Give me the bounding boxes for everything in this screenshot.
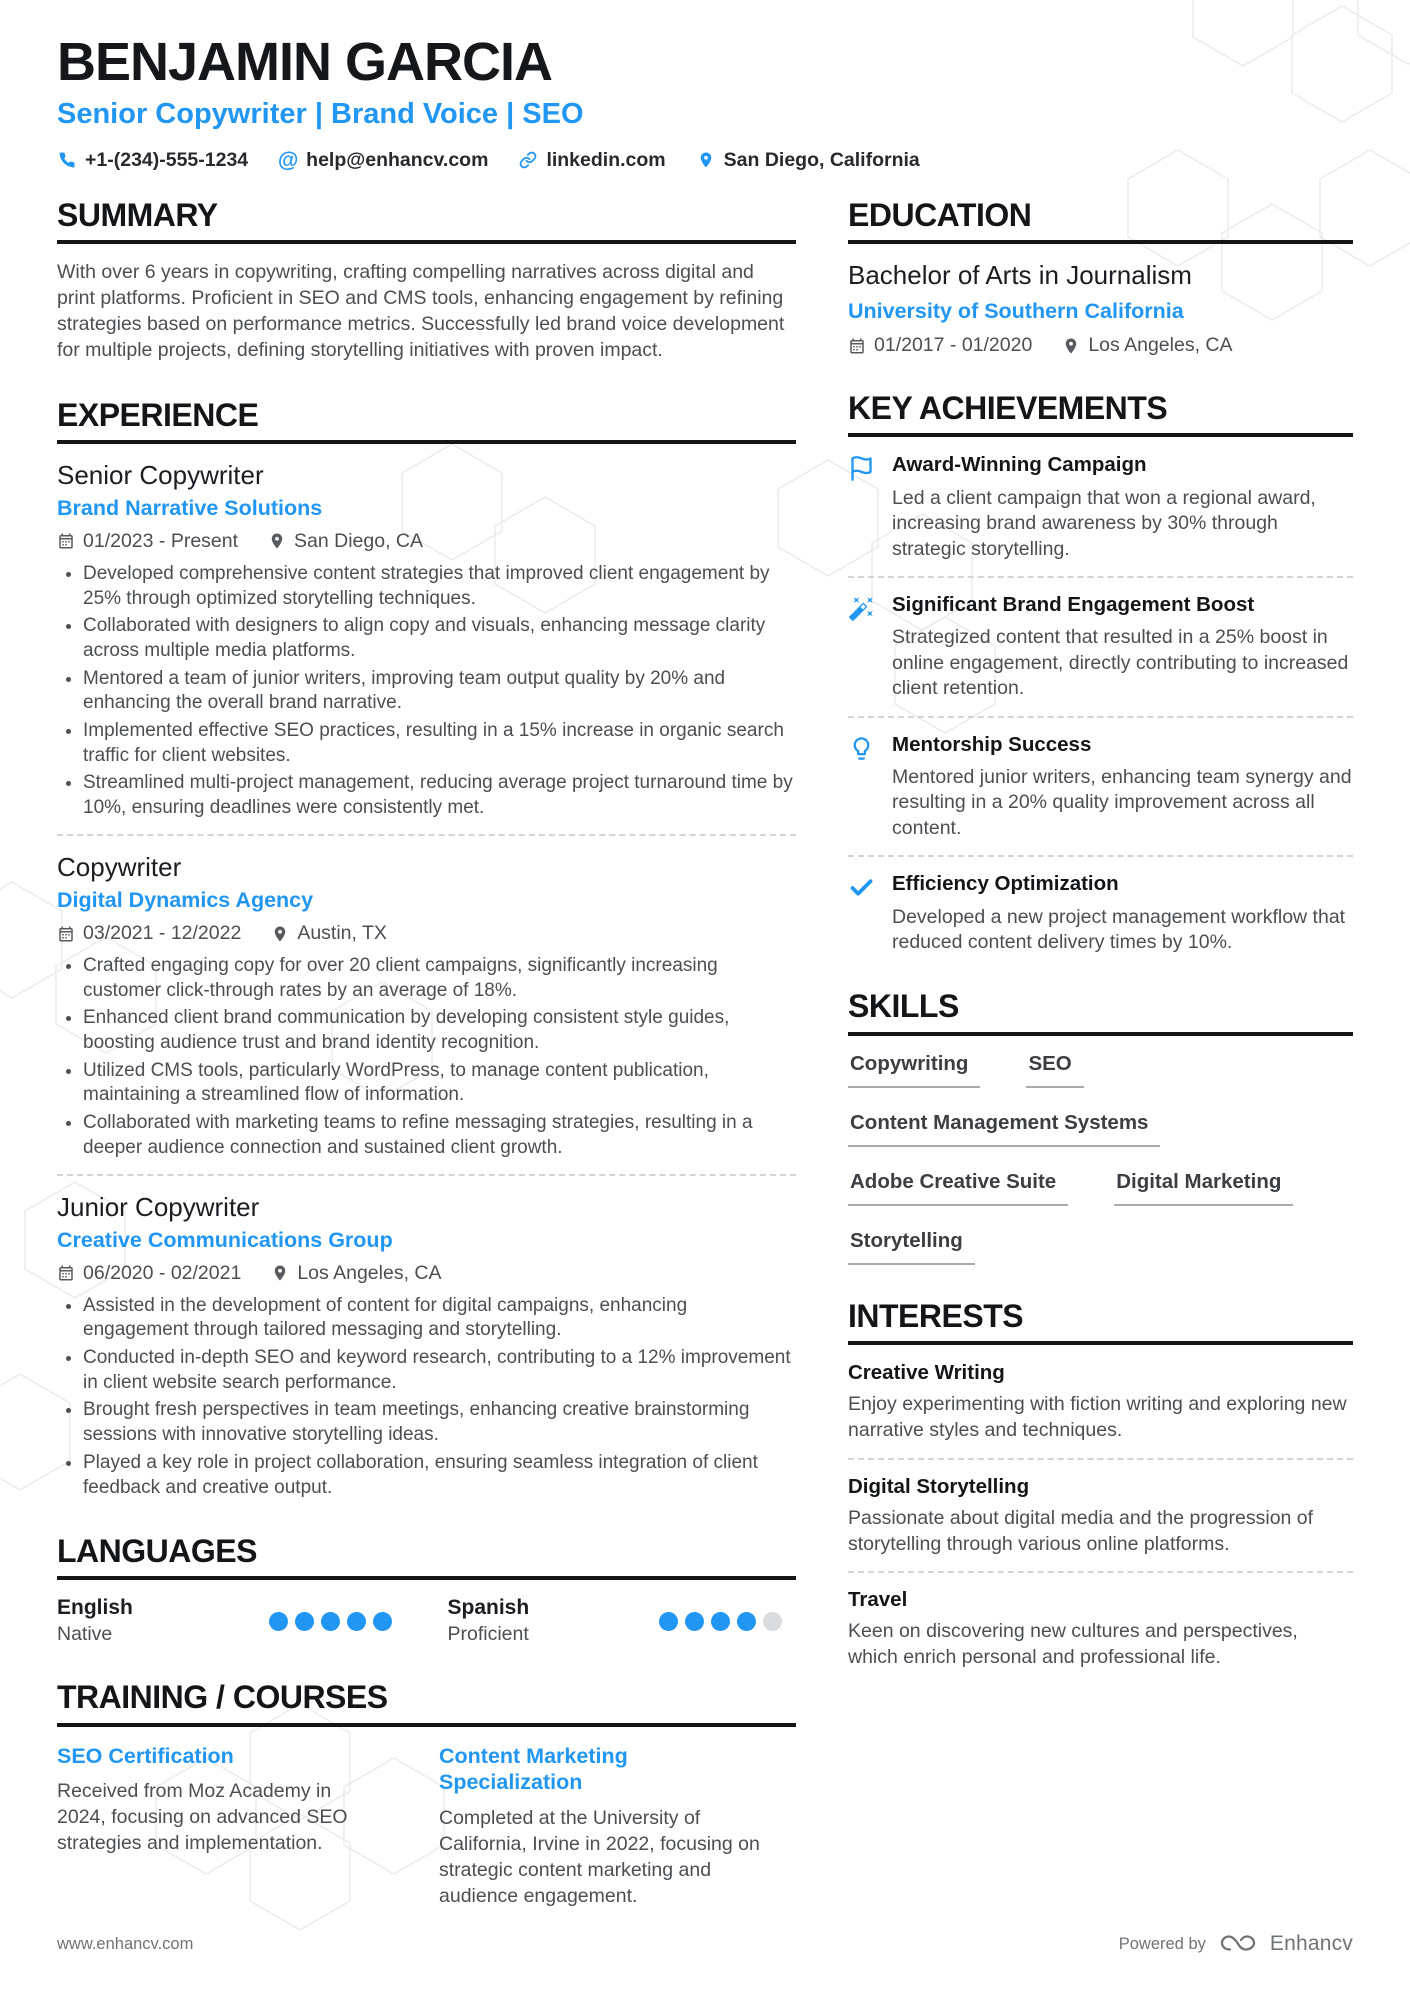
achievement-item — [848, 733, 1353, 842]
job-location-text: Los Angeles, CA — [297, 1261, 442, 1284]
person-name: BENJAMIN GARCIA — [57, 32, 553, 92]
skills-heading: SKILLS — [848, 989, 1353, 1035]
achievement-title: Award-Winning Campaign — [892, 453, 1147, 477]
skill-tag: Digital Marketing — [1114, 1170, 1293, 1206]
phone-icon — [57, 150, 77, 170]
experience-heading: EXPERIENCE — [57, 398, 796, 444]
language-name: English — [57, 1596, 133, 1620]
training-section — [57, 1680, 796, 1910]
rating-dot-filled — [295, 1612, 314, 1631]
job-dates-text: 01/2023 - Present — [83, 529, 239, 552]
interest-separator — [848, 1458, 1353, 1460]
rating-dot-filled — [685, 1612, 704, 1631]
rating-dot-filled — [347, 1612, 366, 1631]
education-location — [1062, 334, 1232, 357]
bullet-item: • Crafted engaging copy for over 20 client campaigns, significantly increasing customer click-through rates by an average of 18%. — [83, 954, 796, 1003]
course-description: Completed at the University of California, Irvine in 2022, focusing on strategic content marketing and audience engagement. — [439, 1807, 760, 1908]
job-bullets — [57, 562, 796, 821]
job-location-text: Austin, TX — [297, 922, 387, 944]
job-dates — [57, 1262, 241, 1285]
achievement-item — [848, 453, 1353, 562]
email-icon: @ — [277, 148, 299, 172]
achievement-title: Significant Brand Engagement Boost — [892, 592, 1255, 616]
skill-tag: SEO — [1026, 1052, 1083, 1088]
job-dates — [57, 922, 241, 945]
achievements-section — [848, 391, 1353, 955]
location-pin-icon — [268, 532, 286, 550]
resume-header — [57, 34, 1353, 172]
rating-dot-filled — [373, 1612, 392, 1631]
job-location — [268, 530, 423, 553]
email-contact[interactable] — [278, 149, 488, 172]
skill-tag: Adobe Creative Suite — [848, 1170, 1068, 1206]
language-level: Native — [57, 1623, 113, 1646]
achievement-title: Efficiency Optimization — [892, 872, 1119, 896]
training-heading: TRAINING / COURSES — [57, 1680, 796, 1726]
job-meta — [57, 530, 796, 553]
contact-row — [57, 149, 1353, 172]
degree-title: Bachelor of Arts in Journalism — [848, 259, 1192, 290]
interest-item — [848, 1588, 1353, 1671]
achievement-description: Strategized content that resulted in a 25% boost in online engagement, directly contributing to increased client retention. — [892, 626, 1349, 700]
calendar-icon — [848, 337, 866, 355]
achievement-separator — [848, 855, 1353, 857]
achievement-title: Mentorship Success — [892, 732, 1092, 756]
job-dates-text: 03/2021 - 12/2022 — [83, 922, 242, 944]
experience-entry — [57, 460, 796, 821]
languages-section — [57, 1534, 796, 1646]
bullet-item: • Streamlined multi-project management, reducing average project turnaround time by 10%, ensuring deadlines were consistently met. — [83, 771, 796, 820]
bullet-item: • Assisted in the development of content for digital campaigns, enhancing engagement through tailored messaging and storytelling. — [83, 1294, 796, 1343]
school-name: University of Southern California — [848, 299, 1184, 324]
education-location-text: Los Angeles, CA — [1088, 334, 1233, 357]
job-dates — [57, 530, 238, 553]
bullet-item: • Brought fresh perspectives in team meetings, enhancing creative brainstorming sessions with innovative storytelling ideas. — [83, 1398, 796, 1447]
summary-section — [57, 198, 796, 364]
experience-section — [57, 398, 796, 1501]
interest-title: Creative Writing — [848, 1360, 1005, 1384]
linkedin-url: linkedin.com — [546, 148, 666, 171]
interest-item — [848, 1475, 1353, 1558]
language-level: Proficient — [447, 1623, 529, 1646]
job-meta — [57, 1262, 796, 1285]
bullet-item: • Implemented effective SEO practices, resulting in a 15% increase in organic search traffic for client websites. — [83, 719, 796, 768]
language-item — [448, 1596, 797, 1646]
rating-dot-filled — [269, 1612, 288, 1631]
job-company: Creative Communications Group — [57, 1227, 393, 1252]
interest-item — [848, 1361, 1353, 1444]
powered-by-label: Powered by — [1118, 1934, 1206, 1953]
education-meta — [848, 334, 1353, 357]
achievement-item — [848, 872, 1353, 955]
job-separator — [57, 834, 796, 836]
summary-heading: SUMMARY — [57, 198, 796, 244]
location-pin-icon — [271, 1264, 289, 1282]
achievement-description: Developed a new project management workflow that reduced content delivery times by 10%. — [892, 905, 1346, 954]
job-bullets — [57, 1294, 796, 1501]
rating-dot-filled — [321, 1612, 340, 1631]
bullet-item: • Enhanced client brand communication by developing consistent style guides, boosting audience trust and brand identity recognition. — [83, 1006, 796, 1055]
achievement-item — [848, 593, 1353, 702]
location-pin-icon — [271, 925, 289, 943]
bullet-item: • Collaborated with marketing teams to refine messaging strategies, resulting in a deeper audience connection and sustained client growth. — [83, 1111, 796, 1160]
calendar-icon — [57, 532, 75, 550]
job-location — [271, 922, 387, 945]
bullet-item: • Conducted in-depth SEO and keyword research, contributing to a 12% improvement in client website search performance. — [83, 1346, 796, 1395]
enhancv-logo-icon[interactable] — [1218, 1931, 1258, 1957]
language-rating-dots — [659, 1612, 796, 1631]
job-company: Brand Narrative Solutions — [57, 495, 323, 520]
linkedin-contact[interactable] — [518, 149, 665, 172]
course-description: Received from Moz Academy in 2024, focusing on advanced SEO strategies and implementation. — [57, 1780, 348, 1855]
location-icon — [696, 150, 716, 170]
phone-contact[interactable] — [57, 149, 248, 172]
interests-section — [848, 1299, 1353, 1672]
calendar-icon — [57, 1264, 75, 1282]
achievement-description: Mentored junior writers, enhancing team synergy and resulting in a 20% quality improvement across all content. — [892, 766, 1352, 839]
rating-dot-filled — [711, 1612, 730, 1631]
bullet-item: • Utilized CMS tools, particularly WordPress, to manage content publication, maintaining a streamlined flow of information. — [83, 1059, 796, 1108]
person-headline: Senior Copywriter | Brand Voice | SEO — [57, 97, 584, 130]
education-heading: EDUCATION — [848, 198, 1353, 244]
bullet-item: • Played a key role in project collaboration, ensuring seamless integration of client feedback and creative output. — [83, 1451, 796, 1500]
page-footer — [57, 1931, 1353, 1957]
interest-description: Passionate about digital media and the progression of storytelling through various online platforms. — [848, 1506, 1314, 1555]
checkmark-icon — [848, 872, 878, 955]
rating-dot-filled — [737, 1612, 756, 1631]
interest-title: Digital Storytelling — [848, 1474, 1030, 1498]
bullet-item: • Collaborated with designers to align copy and visuals, enhancing message clarity across multiple media platforms. — [83, 614, 796, 663]
job-dates-text: 06/2020 - 02/2021 — [83, 1261, 242, 1284]
achievement-description: Led a client campaign that won a regional award, increasing brand awareness by 30% through strategic storytelling. — [892, 486, 1316, 560]
education-dates-text: 01/2017 - 01/2020 — [874, 334, 1033, 357]
bullet-item: • Mentored a team of junior writers, improving team output quality by 20% and enhancing the overall brand narrative. — [83, 667, 796, 716]
lightbulb-icon — [848, 733, 878, 842]
languages-heading: LANGUAGES — [57, 1534, 796, 1580]
job-separator — [57, 1174, 796, 1176]
location-pin-icon — [1062, 337, 1080, 355]
education-dates — [848, 334, 1032, 357]
skill-tag: Content Management Systems — [848, 1111, 1160, 1147]
enhancv-site-link[interactable]: www.enhancv.com — [57, 1934, 194, 1953]
skills-section — [848, 989, 1353, 1264]
bullet-item: • Developed comprehensive content strategies that improved client engagement by 25% through optimized storytelling techniques. — [83, 562, 796, 611]
calendar-icon — [57, 925, 75, 943]
enhancv-brand-name[interactable]: Enhancv — [1269, 1932, 1353, 1955]
phone-number: +1-(234)-555-1234 — [85, 148, 249, 171]
education-section — [848, 198, 1353, 357]
skill-tag: Copywriting — [848, 1052, 980, 1088]
achievement-separator — [848, 716, 1353, 718]
course-item — [57, 1743, 379, 1910]
achievement-separator — [848, 576, 1353, 578]
location-text: San Diego, California — [723, 148, 920, 171]
interest-title: Travel — [848, 1588, 908, 1612]
course-title: Content Marketing Specialization — [439, 1743, 628, 1795]
rating-dot-filled — [659, 1612, 678, 1631]
language-item — [57, 1596, 406, 1646]
job-title: Senior Copywriter — [57, 459, 264, 490]
language-name: Spanish — [447, 1596, 530, 1620]
course-item — [439, 1743, 761, 1910]
job-company: Digital Dynamics Agency — [57, 888, 314, 912]
job-title: Junior Copywriter — [57, 1191, 260, 1222]
job-bullets — [57, 954, 796, 1161]
interest-separator — [848, 1571, 1353, 1573]
language-rating-dots — [269, 1612, 406, 1631]
skill-tag: Storytelling — [848, 1229, 975, 1265]
experience-entry — [57, 852, 796, 1161]
summary-text: With over 6 years in copywriting, crafting compelling narratives across digital and print platforms. Proficient in SEO and CMS tools, enhancing engagement by refining strategies based on performance metrics. Successfully led brand voice development for multiple projects, defining storytelling initiatives with proven impact. — [57, 260, 785, 361]
email-address: help@enhancv.com — [306, 148, 489, 171]
flag-icon — [848, 453, 878, 562]
rating-dot-empty — [763, 1612, 782, 1631]
job-location-text: San Diego, CA — [294, 529, 424, 552]
job-meta — [57, 922, 796, 945]
achievements-heading: KEY ACHIEVEMENTS — [848, 391, 1353, 437]
link-icon — [518, 150, 538, 170]
interest-description: Keen on discovering new cultures and perspectives, which enrich personal and professional life. — [848, 1620, 1298, 1669]
interests-heading: INTERESTS — [848, 1299, 1353, 1345]
experience-entry — [57, 1192, 796, 1501]
interest-description: Enjoy experimenting with fiction writing and exploring new narrative styles and techniques. — [848, 1392, 1347, 1441]
course-title: SEO Certification — [57, 1743, 234, 1768]
location-contact — [696, 149, 920, 172]
job-location — [271, 1262, 441, 1285]
magic-wand-icon — [848, 593, 878, 702]
job-title: Copywriter — [57, 851, 182, 882]
